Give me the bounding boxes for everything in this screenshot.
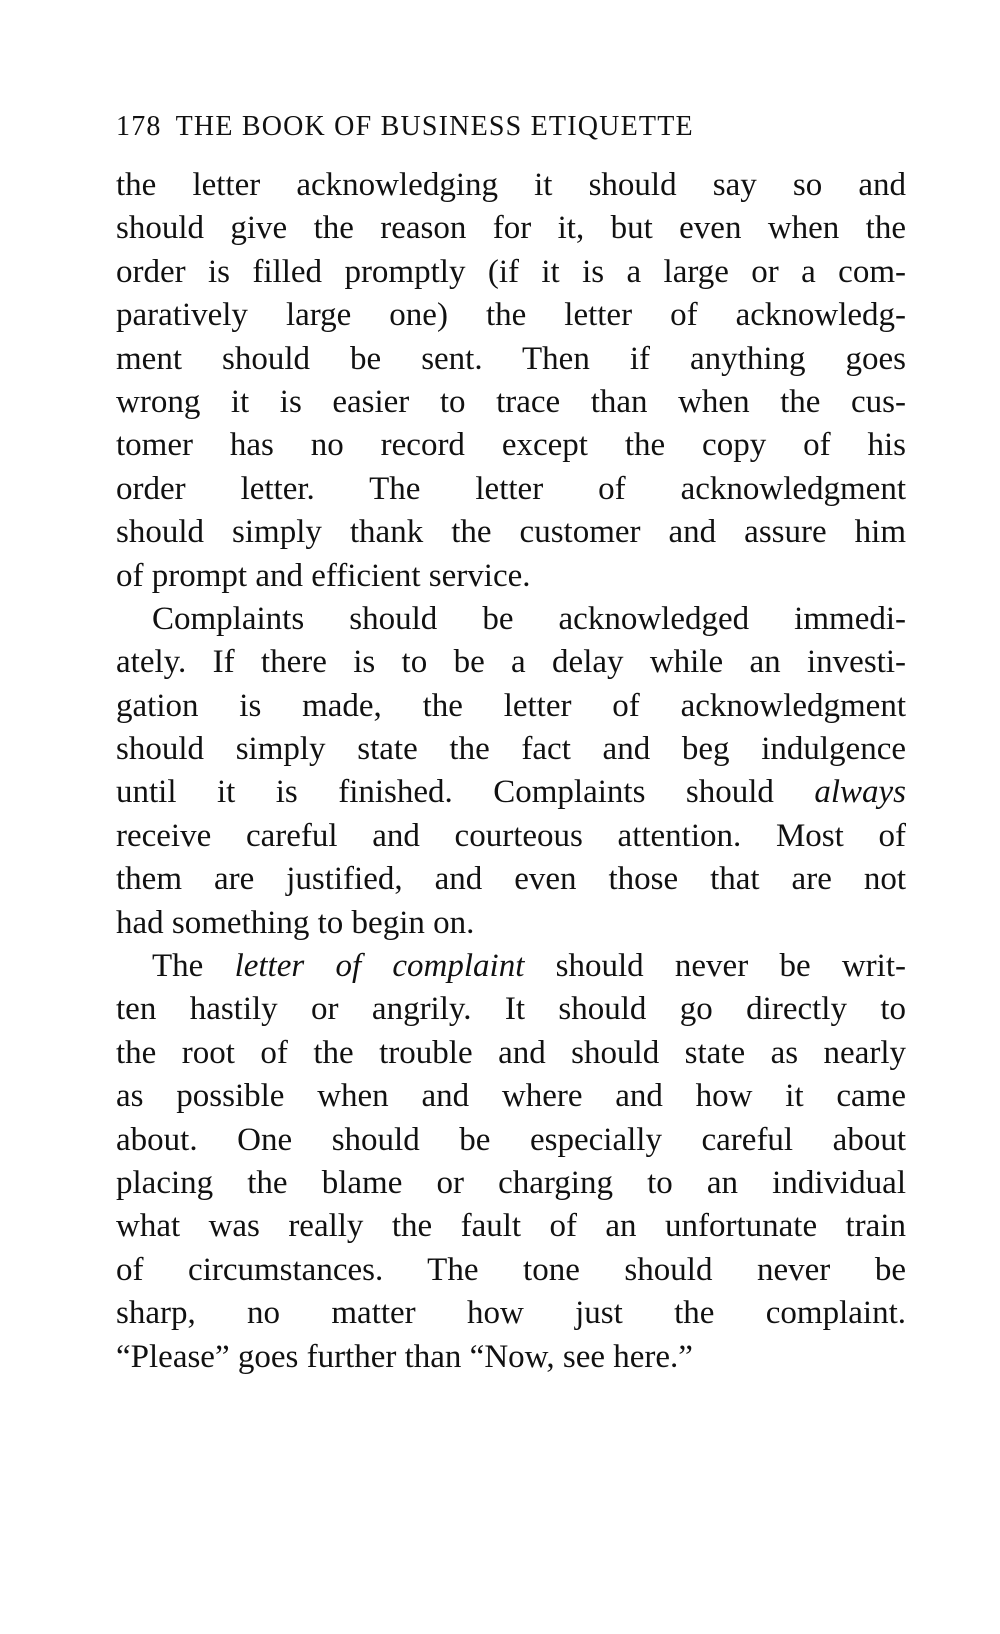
text-line: what was really the fault of an unfortunate train (116, 1208, 906, 1245)
text-line: wrong it is easier to trace than when the cus- (116, 383, 906, 420)
paragraph-acknowledgment (116, 164, 906, 598)
emphasis-always: always (814, 774, 906, 811)
emphasis-letter-of-complaint: letter of complaint (234, 948, 525, 985)
text-line: order letter. The letter of acknowledgment (116, 470, 906, 507)
page-number: 178 (116, 111, 162, 142)
text-line: receive careful and courteous attention. Most of (116, 817, 906, 854)
text-line: the letter acknowledging it should say so and (116, 167, 906, 203)
text-run: The (152, 948, 235, 985)
text-line: ment should be sent. Then if anything goes (116, 340, 906, 377)
text-line: of circumstances. The tone should never be (116, 1251, 906, 1288)
text-run: should never be writ- (524, 948, 906, 985)
text-line: placing the blame or charging to an individual (116, 1164, 906, 1201)
text-line: gation is made, the letter of acknowledgment (116, 687, 906, 724)
text-line: should simply thank the customer and assure him (116, 514, 906, 551)
text-line: them are justified, and even those that are not (116, 861, 906, 898)
running-head (116, 110, 906, 144)
paragraph-letter-of-complaint (116, 945, 906, 1379)
paragraph-complaints (116, 598, 906, 945)
text-line: should give the reason for it, but even when the (116, 210, 906, 247)
body-text (116, 164, 906, 1379)
text-line: should simply state the fact and beg indulgence (116, 731, 906, 768)
running-title: THE BOOK OF BUSINESS ETIQUETTE (175, 111, 694, 142)
text-line: the root of the trouble and should state as nearly (116, 1034, 906, 1071)
text-line: of prompt and efficient service. (116, 557, 531, 594)
text-line: ten hastily or angrily. It should go directly to (116, 991, 906, 1028)
text-run: until it is finished. Complaints should (116, 774, 815, 811)
text-line: had something to begin on. (116, 904, 475, 941)
text-line: order is filled promptly (if it is a large or a com- (116, 253, 906, 290)
text-line: as possible when and where and how it came (116, 1078, 906, 1115)
text-line: tomer has no record except the copy of his (116, 427, 906, 464)
text-line: sharp, no matter how just the complaint. (116, 1295, 906, 1332)
text-line: “Please” goes further than “Now, see here.” (116, 1338, 693, 1375)
text-line: paratively large one) the letter of acknowledg- (116, 297, 906, 334)
text-line (116, 771, 906, 814)
text-line (116, 945, 906, 988)
text-line: about. One should be especially careful about (116, 1121, 906, 1158)
text-line: Complaints should be acknowledged immedi- (152, 600, 906, 637)
text-line: ately. If there is to be a delay while an investi- (116, 644, 906, 681)
